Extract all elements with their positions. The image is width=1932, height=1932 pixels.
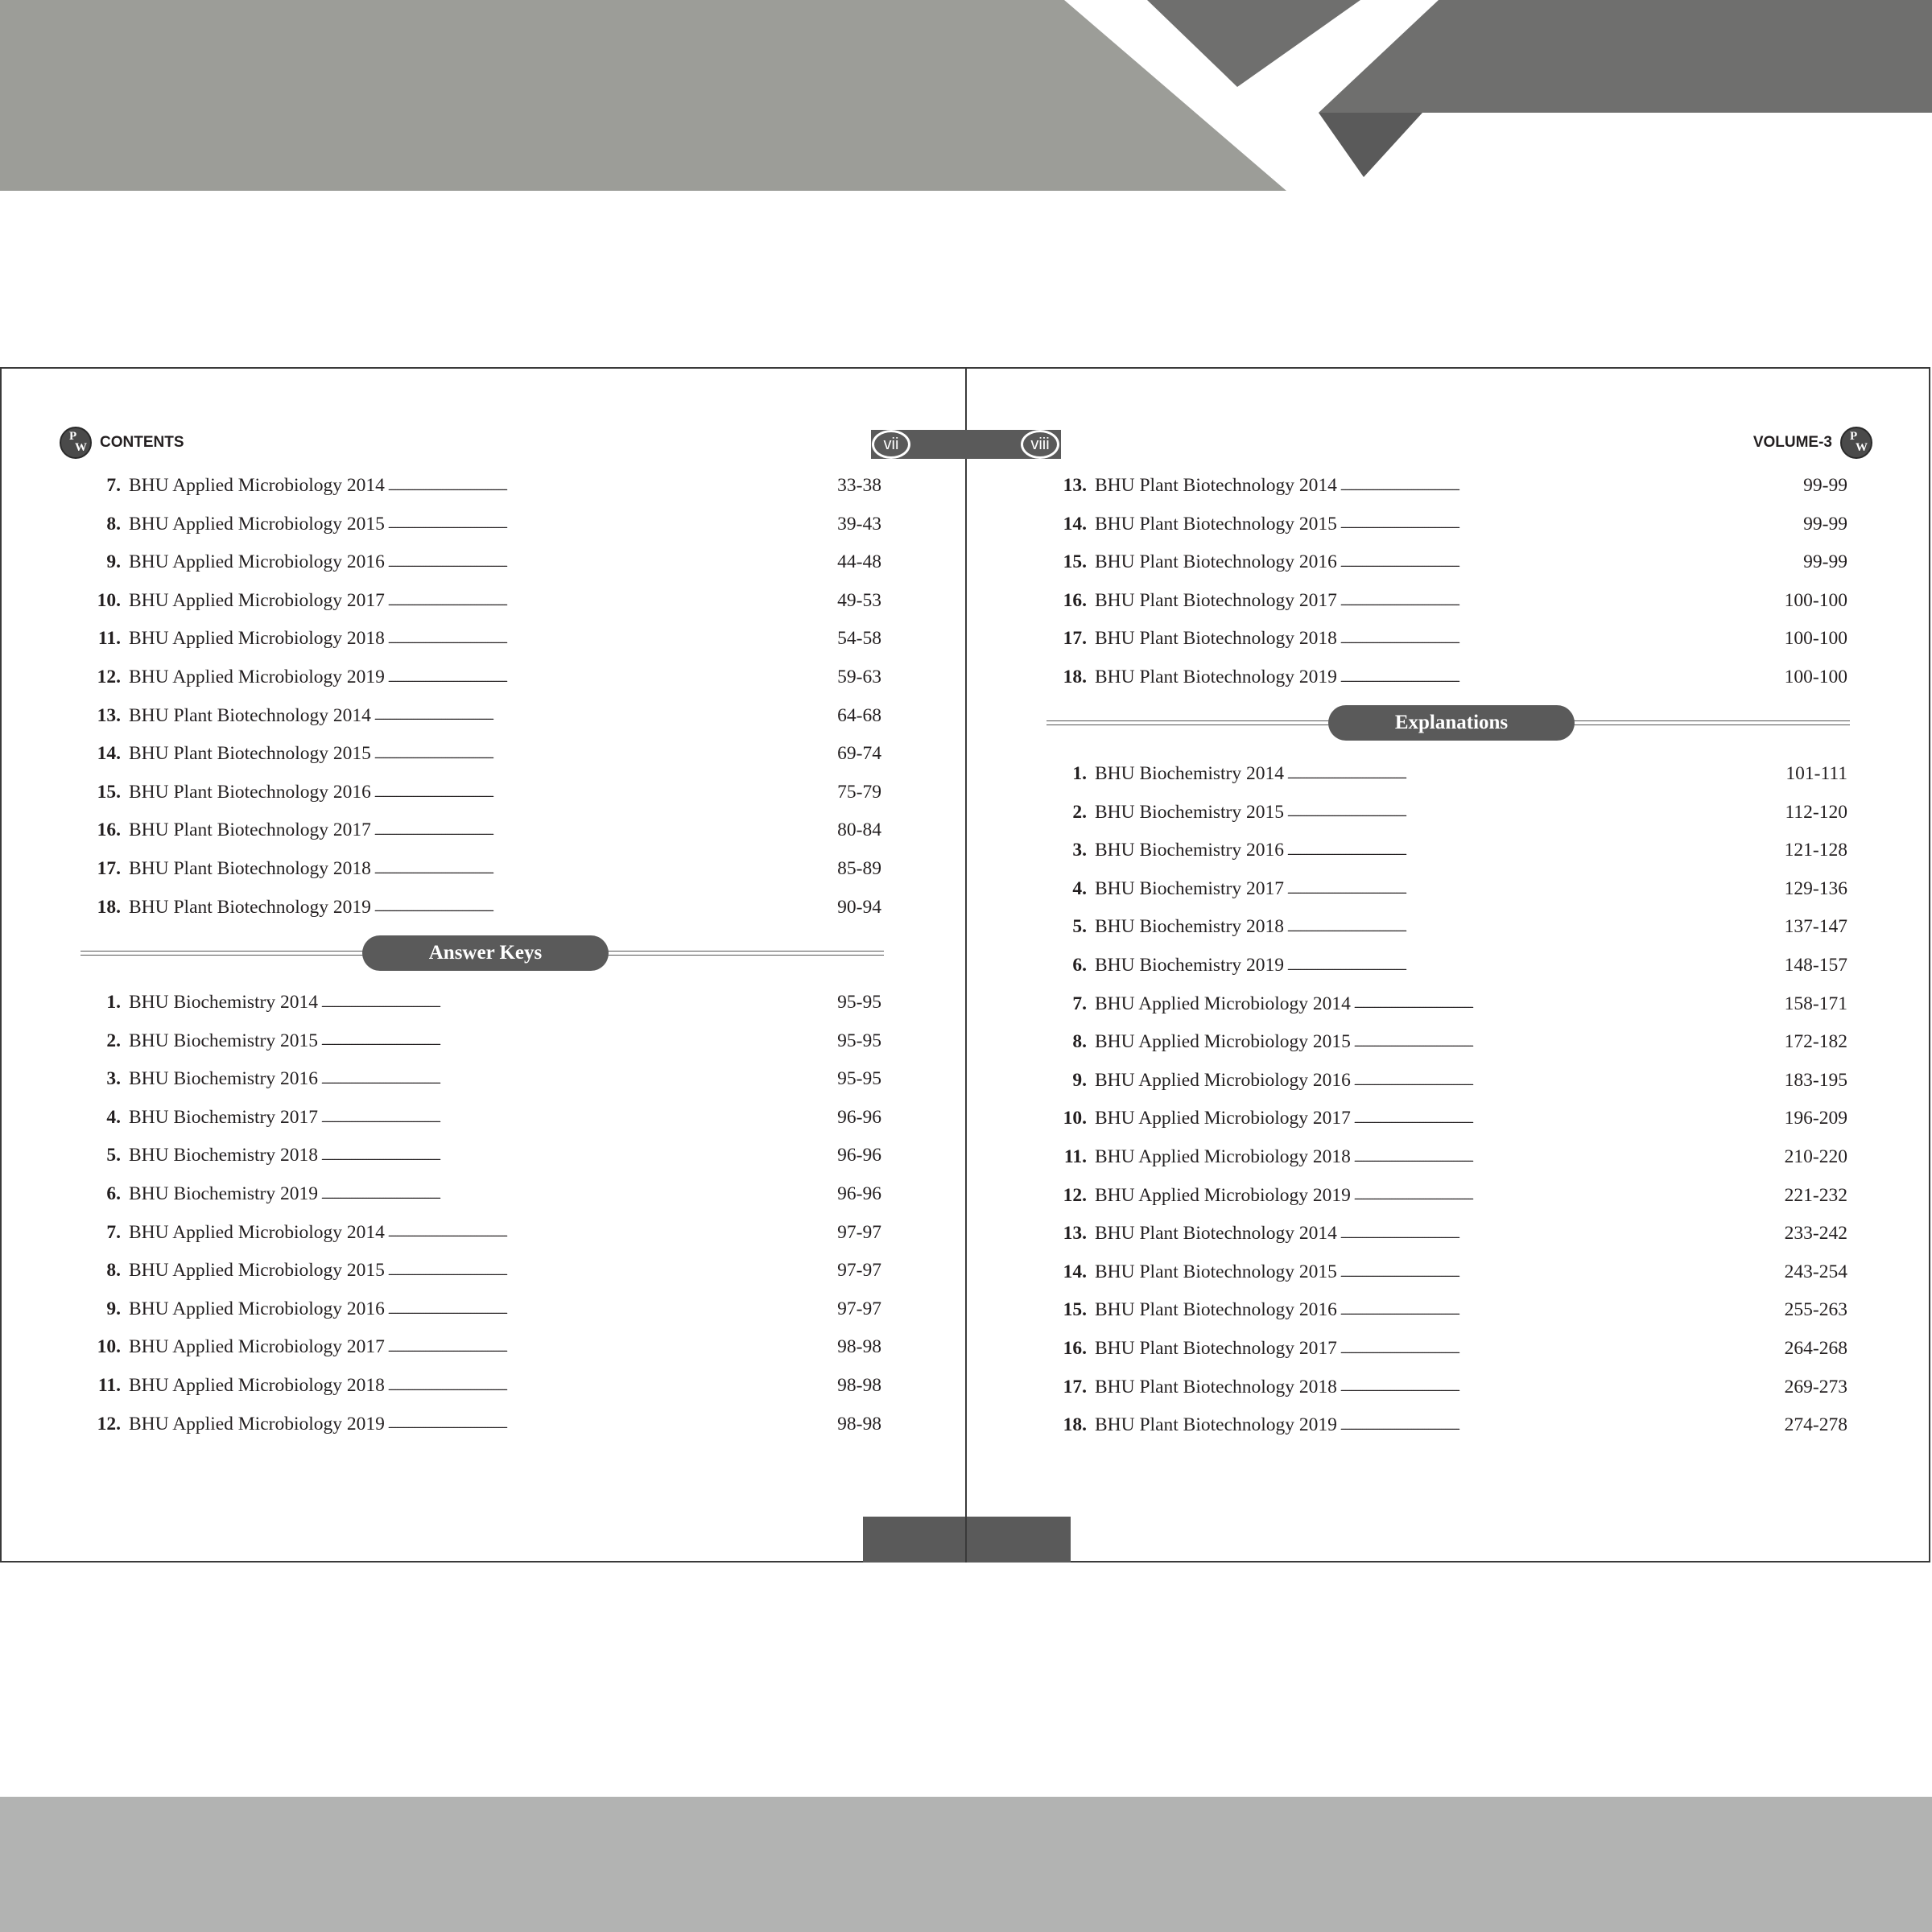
toc-entry-leader (321, 1185, 836, 1204)
toc-entry-pages: 97-97 (837, 1260, 881, 1282)
toc-entry-number: 13. (1063, 475, 1087, 497)
toc-entry-title: BHU Applied Microbiology 2015 (129, 513, 385, 535)
toc-entry-pages: 100-100 (1784, 589, 1847, 611)
toc-entry (1043, 582, 1847, 621)
toc-entry-title: BHU Biochemistry 2016 (129, 1068, 318, 1090)
toc-entry-pages: 95-95 (837, 1068, 881, 1090)
toc-entry-pages: 90-94 (837, 896, 881, 918)
toc-entry-pages: 99-99 (1803, 551, 1847, 573)
toc-entry-title: BHU Applied Microbiology 2014 (129, 475, 385, 497)
toc-entry-leader (1340, 553, 1802, 572)
toc-entry-pages: 97-97 (837, 1298, 881, 1319)
toc-entry-pages: 96-96 (837, 1106, 881, 1128)
toc-entry-pages: 59-63 (837, 667, 881, 688)
toc-entry-title: BHU Applied Microbiology 2014 (1095, 993, 1351, 1014)
toc-entry (1043, 1291, 1847, 1330)
toc-entry-title: BHU Applied Microbiology 2017 (1095, 1108, 1351, 1129)
toc-entry-number: 14. (97, 743, 121, 765)
toc-entry-number: 12. (97, 667, 121, 688)
toc-entry-number: 18. (1063, 667, 1087, 688)
toc-entry-pages: 121-128 (1784, 840, 1847, 861)
toc-entry-number: 12. (97, 1413, 121, 1435)
toc-entry-number: 12. (1063, 1184, 1087, 1206)
toc-entry-title: BHU Plant Biotechnology 2014 (1095, 475, 1337, 497)
toc-entry (77, 984, 881, 1022)
toc-entry-leader (1354, 994, 1783, 1013)
toc-entry-pages: 39-43 (837, 513, 881, 535)
toc-entry (1043, 543, 1847, 582)
toc-entry-pages: 148-157 (1784, 955, 1847, 976)
toc-entry (77, 1290, 881, 1329)
toc-entry (1043, 794, 1847, 832)
toc-entry-number: 2. (1072, 801, 1087, 823)
toc-entry (1043, 506, 1847, 544)
toc-entry-pages: 233-242 (1784, 1223, 1847, 1245)
toc-entry-number: 7. (1072, 993, 1087, 1014)
toc-entry-title: BHU Applied Microbiology 2019 (1095, 1184, 1351, 1206)
toc-entry (77, 889, 881, 927)
toc-entry-number: 13. (1063, 1223, 1087, 1245)
toc-entry-leader (374, 783, 836, 803)
toc-entry-leader (321, 1070, 836, 1089)
toc-entry (77, 582, 881, 621)
toc-entry (1043, 1100, 1847, 1138)
toc-entry-pages: 97-97 (837, 1221, 881, 1243)
toc-entry (77, 774, 881, 812)
toc-entry-pages: 269-273 (1784, 1376, 1847, 1397)
toc-entry-number: 4. (1072, 877, 1087, 899)
toc-entry-number: 14. (1063, 513, 1087, 535)
toc-entry-pages: 99-99 (1803, 513, 1847, 535)
toc-entry-leader (1340, 668, 1783, 687)
banner-light-shape (0, 0, 1286, 191)
toc-entry-pages: 98-98 (837, 1336, 881, 1358)
toc-entry-number: 6. (106, 1183, 121, 1205)
toc-entry-pages: 98-98 (837, 1413, 881, 1435)
toc-entry-number: 10. (97, 1336, 121, 1358)
toc-entry (77, 543, 881, 582)
toc-entry (1043, 1177, 1847, 1216)
toc-entry-title: BHU Biochemistry 2015 (1095, 801, 1284, 823)
toc-entry-title: BHU Applied Microbiology 2017 (129, 1336, 385, 1358)
toc-list-left-continued (77, 467, 881, 927)
toc-entry-title: BHU Applied Microbiology 2018 (129, 1374, 385, 1396)
toc-entry-leader (1340, 1263, 1783, 1282)
toc-entry-title: BHU Applied Microbiology 2017 (129, 589, 385, 611)
toc-entry-leader (1287, 841, 1783, 861)
toc-entry-title: BHU Biochemistry 2018 (1095, 916, 1284, 938)
toc-entry-number: 16. (1063, 589, 1087, 611)
toc-entry (77, 811, 881, 850)
toc-entry-number: 14. (1063, 1261, 1087, 1282)
toc-entry-pages: 112-120 (1785, 801, 1847, 823)
toc-entry-title: BHU Plant Biotechnology 2015 (1095, 513, 1337, 535)
toc-entry-title: BHU Plant Biotechnology 2014 (129, 704, 371, 726)
toc-entry-title: BHU Applied Microbiology 2018 (129, 628, 385, 650)
toc-entry (1043, 832, 1847, 870)
pw-logo-icon: P W (1840, 427, 1872, 459)
toc-entry-leader (1287, 918, 1783, 937)
toc-entry-pages: 172-182 (1784, 1031, 1847, 1053)
toc-entry-leader (1340, 592, 1783, 611)
toc-entry-number: 2. (106, 1030, 121, 1051)
toc-entry-pages: 221-232 (1784, 1184, 1847, 1206)
toc-entry-number: 11. (97, 628, 121, 650)
toc-entry-number: 9. (106, 551, 121, 573)
toc-entry-title: BHU Biochemistry 2016 (1095, 840, 1284, 861)
toc-entry (1043, 985, 1847, 1024)
toc-entry-pages: 183-195 (1784, 1069, 1847, 1091)
toc-entry-pages: 255-263 (1784, 1299, 1847, 1321)
toc-entry-title: BHU Applied Microbiology 2018 (1095, 1146, 1351, 1167)
volume-heading: VOLUME-3 (1752, 434, 1832, 451)
toc-entry-title: BHU Applied Microbiology 2016 (129, 1298, 385, 1319)
toc-entry-pages: 101-111 (1785, 763, 1847, 785)
toc-entry-leader (1354, 1109, 1783, 1129)
toc-entry-title: BHU Plant Biotechnology 2017 (1095, 589, 1337, 611)
toc-entry (1043, 658, 1847, 697)
toc-entry (77, 506, 881, 544)
toc-entry (77, 1060, 881, 1099)
pw-logo-icon: P W (60, 427, 92, 459)
toc-entry (1043, 755, 1847, 794)
toc-entry (77, 620, 881, 658)
toc-entry-leader (388, 592, 836, 611)
toc-entry (1043, 1368, 1847, 1407)
toc-entry (77, 1328, 881, 1367)
toc-entry-leader (1287, 956, 1783, 976)
toc-entry-number: 5. (106, 1145, 121, 1166)
toc-entry-pages: 99-99 (1803, 475, 1847, 497)
toc-entry-leader (321, 1108, 836, 1128)
toc-entry-number: 15. (1063, 551, 1087, 573)
toc-entry-number: 18. (1063, 1414, 1087, 1436)
section-heading-explanations: Explanations (1328, 705, 1575, 741)
toc-entry-number: 7. (106, 475, 121, 497)
toc-entry (77, 850, 881, 889)
toc-entry-leader (1340, 1340, 1783, 1359)
toc-entry-title: BHU Plant Biotechnology 2018 (129, 857, 371, 879)
toc-entry-title: BHU Plant Biotechnology 2019 (1095, 667, 1337, 688)
toc-entry-number: 17. (1063, 628, 1087, 650)
toc-entry (1043, 1406, 1847, 1445)
toc-entry-leader (321, 1031, 836, 1051)
toc-entry-pages: 54-58 (837, 628, 881, 650)
toc-entry-leader (1287, 765, 1784, 784)
toc-entry-title: BHU Applied Microbiology 2015 (1095, 1031, 1351, 1053)
toc-entry (1043, 947, 1847, 985)
toc-entry-number: 7. (106, 1221, 121, 1243)
toc-entry-number: 9. (1072, 1069, 1087, 1091)
toc-entry-title: BHU Applied Microbiology 2016 (129, 551, 385, 573)
toc-entry-title: BHU Biochemistry 2017 (1095, 877, 1284, 899)
toc-entry-leader (374, 898, 836, 917)
toc-entry (77, 1367, 881, 1406)
toc-entry-leader (321, 1146, 836, 1166)
toc-entry (77, 1406, 881, 1444)
toc-entry-leader (1340, 1301, 1783, 1320)
toc-entry-number: 17. (97, 857, 121, 879)
toc-entry-title: BHU Plant Biotechnology 2015 (129, 743, 371, 765)
toc-entry (77, 735, 881, 774)
toc-entry-pages: 95-95 (837, 1030, 881, 1051)
toc-entry (77, 1252, 881, 1290)
toc-entry (1043, 1023, 1847, 1062)
toc-entry (1043, 908, 1847, 947)
toc-entry-pages: 98-98 (837, 1374, 881, 1396)
banner-mid-triangle (1147, 0, 1360, 87)
contents-heading: CONTENTS (100, 434, 184, 451)
toc-entry-leader (1340, 1377, 1783, 1397)
toc-entry-pages: 158-171 (1784, 993, 1847, 1014)
toc-entry-pages: 100-100 (1784, 628, 1847, 650)
toc-entry (1043, 1253, 1847, 1292)
page-number-right: viii (1021, 430, 1059, 459)
toc-entry-title: BHU Plant Biotechnology 2015 (1095, 1261, 1337, 1282)
toc-entry-leader (388, 1338, 836, 1357)
toc-entry-title: BHU Plant Biotechnology 2016 (1095, 551, 1337, 573)
toc-entry-leader (388, 1414, 836, 1434)
section-heading-answer-keys: Answer Keys (362, 935, 609, 971)
toc-entry (1043, 870, 1847, 909)
banner-dark-shape (1319, 0, 1932, 113)
toc-entry-number: 5. (1072, 916, 1087, 938)
toc-entry-pages: 44-48 (837, 551, 881, 573)
toc-entry-number: 8. (106, 513, 121, 535)
toc-entry-title: BHU Biochemistry 2014 (129, 992, 318, 1013)
gutter-line (965, 367, 967, 1563)
banner-small-triangle (1319, 113, 1422, 177)
toc-entry-pages: 264-268 (1784, 1337, 1847, 1359)
toc-entry-number: 17. (1063, 1376, 1087, 1397)
toc-entry-title: BHU Plant Biotechnology 2017 (1095, 1337, 1337, 1359)
toc-entry-leader (1340, 1416, 1783, 1435)
toc-entry (1043, 620, 1847, 658)
toc-entry-leader (1340, 630, 1783, 649)
toc-entry-pages: 210-220 (1784, 1146, 1847, 1167)
toc-entry-leader (388, 1300, 836, 1319)
toc-entry-leader (388, 553, 836, 572)
toc-entry-leader (1340, 477, 1802, 496)
toc-entry-leader (374, 860, 836, 879)
toc-entry (77, 658, 881, 697)
top-banner-graphic (0, 0, 1932, 193)
toc-entry-title: BHU Plant Biotechnology 2018 (1095, 1376, 1337, 1397)
toc-entry-leader (321, 993, 836, 1013)
toc-entry (1043, 467, 1847, 506)
toc-entry (77, 1099, 881, 1137)
toc-entry-number: 16. (97, 819, 121, 841)
footer-tab (863, 1517, 1071, 1563)
toc-entry-pages: 85-89 (837, 857, 881, 879)
toc-list-right-continued (1043, 467, 1847, 697)
toc-entry-number: 13. (97, 704, 121, 726)
toc-entry-pages: 64-68 (837, 704, 881, 726)
toc-entry-number: 15. (97, 781, 121, 803)
toc-entry-title: BHU Plant Biotechnology 2016 (129, 781, 371, 803)
toc-entry-number: 10. (97, 589, 121, 611)
toc-entry-title: BHU Biochemistry 2019 (129, 1183, 318, 1205)
toc-entry-number: 8. (1072, 1031, 1087, 1053)
toc-entry-number: 18. (97, 896, 121, 918)
toc-entry-number: 9. (106, 1298, 121, 1319)
toc-entry-title: BHU Plant Biotechnology 2019 (129, 896, 371, 918)
toc-entry-leader (1354, 1071, 1783, 1091)
toc-entry (77, 1175, 881, 1214)
toc-entry-pages: 96-96 (837, 1183, 881, 1205)
toc-entry-pages: 96-96 (837, 1145, 881, 1166)
toc-entry-pages: 243-254 (1784, 1261, 1847, 1282)
toc-entry (1043, 1330, 1847, 1368)
toc-entry-leader (374, 706, 836, 725)
toc-entry-title: BHU Plant Biotechnology 2018 (1095, 628, 1337, 650)
toc-entry-leader (1287, 803, 1784, 822)
toc-list-answer-keys (77, 984, 881, 1443)
toc-entry-title: BHU Biochemistry 2018 (129, 1145, 318, 1166)
toc-entry-title: BHU Plant Biotechnology 2016 (1095, 1299, 1337, 1321)
toc-entry-title: BHU Applied Microbiology 2019 (129, 667, 385, 688)
toc-entry-leader (1340, 1224, 1783, 1244)
toc-entry-title: BHU Biochemistry 2017 (129, 1106, 318, 1128)
running-head-right (1753, 425, 1872, 460)
toc-entry-leader (388, 668, 836, 687)
toc-entry-number: 11. (97, 1374, 121, 1396)
toc-entry-pages: 100-100 (1784, 667, 1847, 688)
toc-entry (77, 697, 881, 736)
toc-entry-leader (388, 1261, 836, 1281)
toc-entry (1043, 1062, 1847, 1100)
toc-entry-leader (374, 745, 836, 764)
toc-entry-title: BHU Plant Biotechnology 2019 (1095, 1414, 1337, 1436)
toc-entry-pages: 129-136 (1784, 877, 1847, 899)
toc-entry-pages: 49-53 (837, 589, 881, 611)
toc-entry-pages: 80-84 (837, 819, 881, 841)
toc-entry-number: 8. (106, 1260, 121, 1282)
toc-entry-title: BHU Biochemistry 2019 (1095, 955, 1284, 976)
toc-entry-leader (374, 821, 836, 840)
toc-entry (77, 1137, 881, 1175)
toc-entry-title: BHU Plant Biotechnology 2017 (129, 819, 371, 841)
toc-entry-number: 1. (106, 992, 121, 1013)
toc-entry-title: BHU Biochemistry 2015 (129, 1030, 318, 1051)
toc-entry-number: 10. (1063, 1108, 1087, 1129)
toc-entry-leader (388, 1377, 836, 1396)
toc-entry (77, 1214, 881, 1253)
toc-entry-leader (1354, 1033, 1783, 1052)
toc-entry-title: BHU Applied Microbiology 2015 (129, 1260, 385, 1282)
toc-entry-number: 1. (1072, 763, 1087, 785)
page-number-left: vii (872, 430, 910, 459)
toc-entry-title: BHU Applied Microbiology 2016 (1095, 1069, 1351, 1091)
toc-entry-pages: 95-95 (837, 992, 881, 1013)
toc-entry-pages: 33-38 (837, 475, 881, 497)
toc-entry-number: 15. (1063, 1299, 1087, 1321)
toc-entry-number: 6. (1072, 955, 1087, 976)
toc-entry-pages: 196-209 (1784, 1108, 1847, 1129)
bottom-band (0, 1797, 1932, 1932)
toc-entry-leader (388, 1223, 836, 1242)
toc-entry (77, 1022, 881, 1061)
toc-entry-leader (1354, 1186, 1783, 1205)
toc-entry-leader (1354, 1148, 1783, 1167)
toc-entry-title: BHU Biochemistry 2014 (1095, 763, 1284, 785)
toc-entry-pages: 137-147 (1784, 916, 1847, 938)
toc-entry-title: BHU Applied Microbiology 2019 (129, 1413, 385, 1435)
toc-entry-number: 16. (1063, 1337, 1087, 1359)
toc-entry-leader (1340, 514, 1802, 534)
footer-gutter-line (965, 1517, 967, 1563)
toc-entry-number: 11. (1063, 1146, 1087, 1167)
running-head-left (60, 425, 184, 460)
toc-entry (1043, 1138, 1847, 1177)
toc-entry-leader (388, 477, 836, 496)
toc-entry-leader (388, 630, 836, 649)
toc-entry-pages: 69-74 (837, 743, 881, 765)
toc-entry-title: BHU Applied Microbiology 2014 (129, 1221, 385, 1243)
toc-entry-number: 3. (1072, 840, 1087, 861)
toc-list-explanations (1043, 755, 1847, 1445)
toc-entry (77, 467, 881, 506)
toc-entry-pages: 274-278 (1784, 1414, 1847, 1436)
toc-entry-pages: 75-79 (837, 781, 881, 803)
toc-entry-number: 4. (106, 1106, 121, 1128)
toc-entry-leader (388, 514, 836, 534)
toc-entry-number: 3. (106, 1068, 121, 1090)
toc-entry-leader (1287, 880, 1783, 899)
toc-entry (1043, 1215, 1847, 1253)
toc-entry-title: BHU Plant Biotechnology 2014 (1095, 1223, 1337, 1245)
